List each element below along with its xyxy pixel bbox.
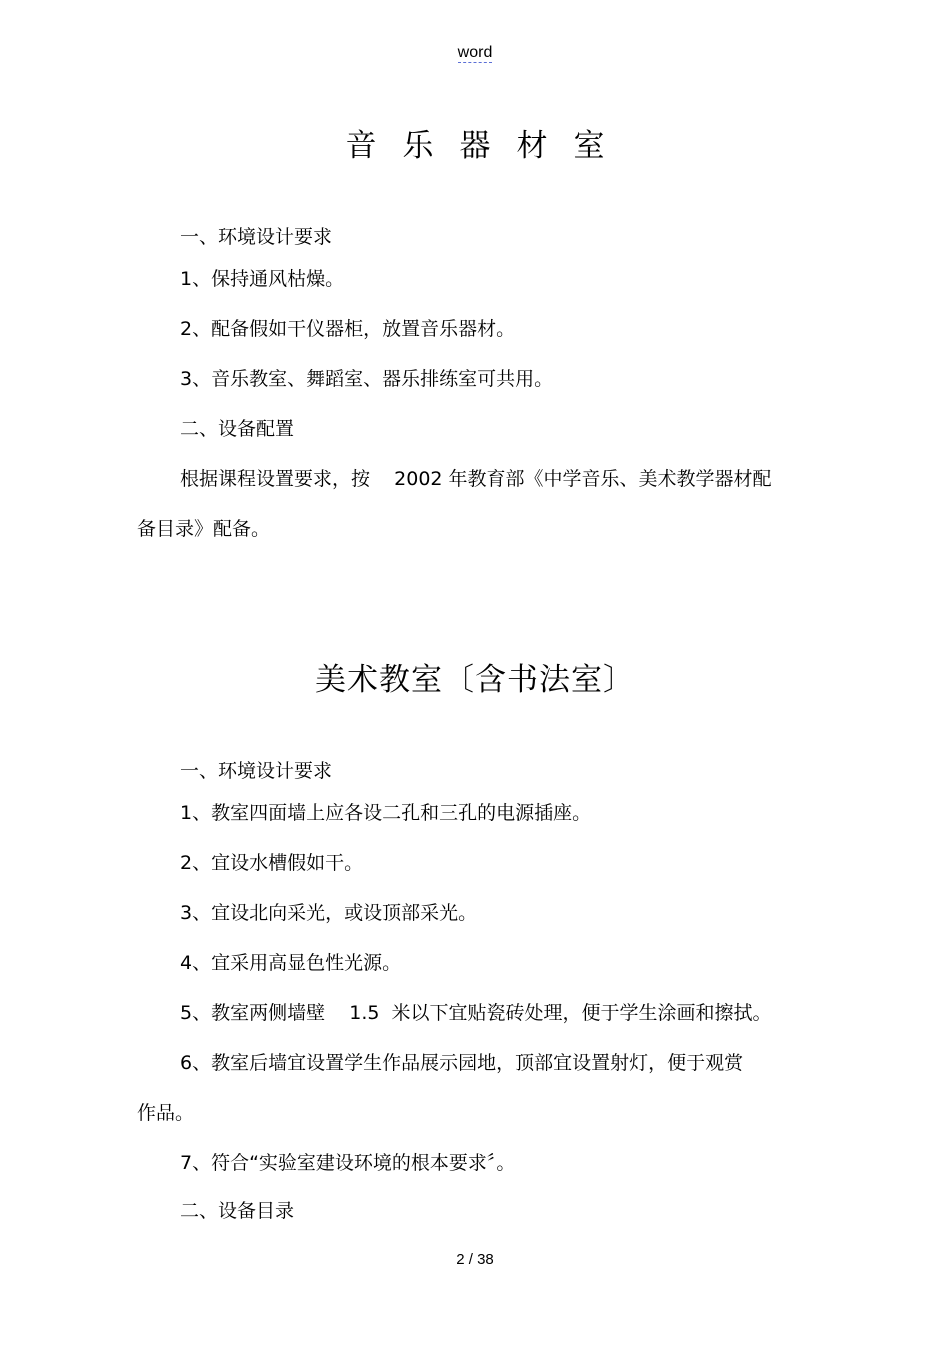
paragraph: 根据课程设置要求，按 2002 年教育部《中学音乐、美术教学器材配: [180, 468, 772, 490]
section-title-art-room: 美术教室〔含书法室〕: [315, 662, 635, 698]
paragraph: 1、教室四面墙上应各设二孔和三孔的电源插座。: [180, 802, 592, 824]
section-title-music-room: 音乐器材室: [345, 128, 631, 164]
heading-equipment-list: 二、设备目录: [180, 1200, 295, 1222]
heading-environment-requirements: 一、环境设计要求: [180, 226, 333, 248]
paragraph: 3、音乐教室、舞蹈室、器乐排练室可共用。: [180, 368, 554, 390]
paragraph: 6、教室后墙宜设置学生作品展示园地，顶部宜设置射灯，便于观赏: [180, 1052, 744, 1074]
paragraph: 3、宜设北向采光，或设顶部采光。: [180, 902, 478, 924]
header-text: word: [457, 44, 493, 61]
paragraph: 4、宜采用高显色性光源。: [180, 952, 402, 974]
paragraph: 2、宜设水槽假如干。: [180, 852, 364, 874]
paragraph: 2、配备假如干仪器柜，放置音乐器材。: [180, 318, 516, 340]
paragraph: 1、保持通风枯燥。: [180, 268, 345, 290]
page-number: 2 / 38: [456, 1251, 494, 1268]
paragraph: 7、符合“实验室建设环境的根本要求〞。: [180, 1152, 516, 1174]
heading-environment-requirements: 一、环境设计要求: [180, 760, 333, 782]
paragraph-continuation: 备目录》配备。: [137, 518, 271, 540]
paragraph: 5、教室两侧墙壁 1.5 米以下宜贴瓷砖处理，便于学生涂画和擦拭。: [180, 1002, 772, 1024]
paragraph-continuation: 作品。: [137, 1102, 195, 1124]
heading-equipment-config: 二、设备配置: [180, 418, 295, 440]
page-header: [0, 44, 950, 62]
